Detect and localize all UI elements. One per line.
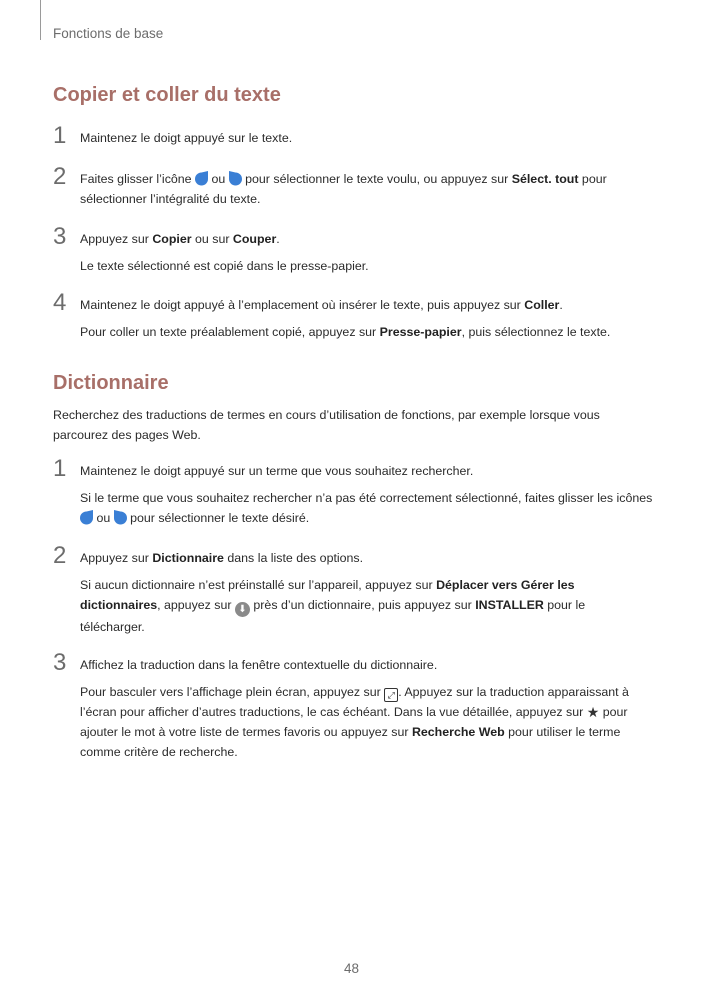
section-header: Fonctions de base (53, 26, 164, 41)
right-selection-handle-icon (114, 510, 127, 525)
step-text: Affichez la traduction dans la fenêtre contextuelle du dictionnaire. (80, 658, 438, 672)
right-selection-handle-icon (229, 171, 242, 186)
dict-step-1 (53, 455, 653, 535)
step-text: Maintenez le doigt appuyé sur un terme que vous souhaitez rechercher. (80, 464, 474, 478)
download-icon: ⬇ (235, 602, 250, 617)
left-selection-handle-icon (195, 171, 208, 186)
step-number: 2 (53, 542, 67, 569)
step-text: Appuyez sur Copier ou sur Couper. (80, 232, 280, 246)
step-note: Si aucun dictionnaire n’est préinstallé sur l’appareil, appuyez sur Déplacer vers Gérer les dictionnaires, appuyez sur ⬇ près d’un dictionnaire, puis appuyez sur INSTALLER pour le télécharger. (80, 578, 586, 634)
step-note: Pour basculer vers l’affichage plein écran, appuyez sur ⤢ . Appuyez sur la traduction apparaissant à l’écran pour afficher d’autres traductions, le cas échéant. Dans la vue détaillée, appuyez sur ★ pour ajouter le mot à votre liste de termes favoris ou appuyez sur Recherche Web pour utiliser le terme comme critère de recherche. (80, 685, 629, 759)
star-icon: ★ (586, 704, 600, 720)
step-text: Maintenez le doigt appuyé à l’emplacement où insérer le texte, puis appuyez sur Coller. (80, 298, 563, 312)
step-note: Pour coller un texte préalablement copié, appuyez sur Presse-papier, puis sélectionnez le texte. (80, 325, 611, 339)
copy-step-2 (53, 163, 653, 216)
copy-step-1 (53, 122, 653, 155)
dictionary-intro: Recherchez des traductions de termes en cours d’utilisation de fonctions, par exemple lorsque vous parcourez des pages Web. (53, 408, 600, 442)
step-number: 4 (53, 289, 67, 316)
step-text: Appuyez sur Dictionnaire dans la liste des options. (80, 551, 364, 565)
copy-step-4 (53, 289, 653, 349)
step-number: 2 (53, 163, 67, 190)
dict-step-2 (53, 542, 653, 644)
step-text: Maintenez le doigt appuyé sur le texte. (80, 131, 293, 145)
step-number: 3 (53, 223, 67, 250)
step-number: 1 (53, 122, 67, 149)
section-title-copy: Copier et coller du texte (53, 84, 281, 106)
step-note: Si le terme que vous souhaitez rechercher n’a pas été correctement sélectionné, faites glisser les icônes ou pour sélectionner le texte désiré. (80, 491, 653, 525)
header-rule (40, 0, 41, 40)
left-selection-handle-icon (80, 510, 93, 525)
dict-step-3 (53, 649, 653, 769)
section-title-dictionary: Dictionnaire (53, 372, 169, 394)
page-number: 48 (343, 961, 360, 976)
fullscreen-icon: ⤢ (384, 688, 398, 702)
step-number: 3 (53, 649, 67, 676)
step-note: Le texte sélectionné est copié dans le presse-papier. (80, 259, 369, 273)
step-number: 1 (53, 455, 67, 482)
copy-step-3 (53, 223, 653, 283)
step-text: Faites glisser l’icône ou pour sélectionner le texte voulu, ou appuyez sur Sélect. tout pour sélectionner l’intégralité du texte. (80, 172, 607, 206)
